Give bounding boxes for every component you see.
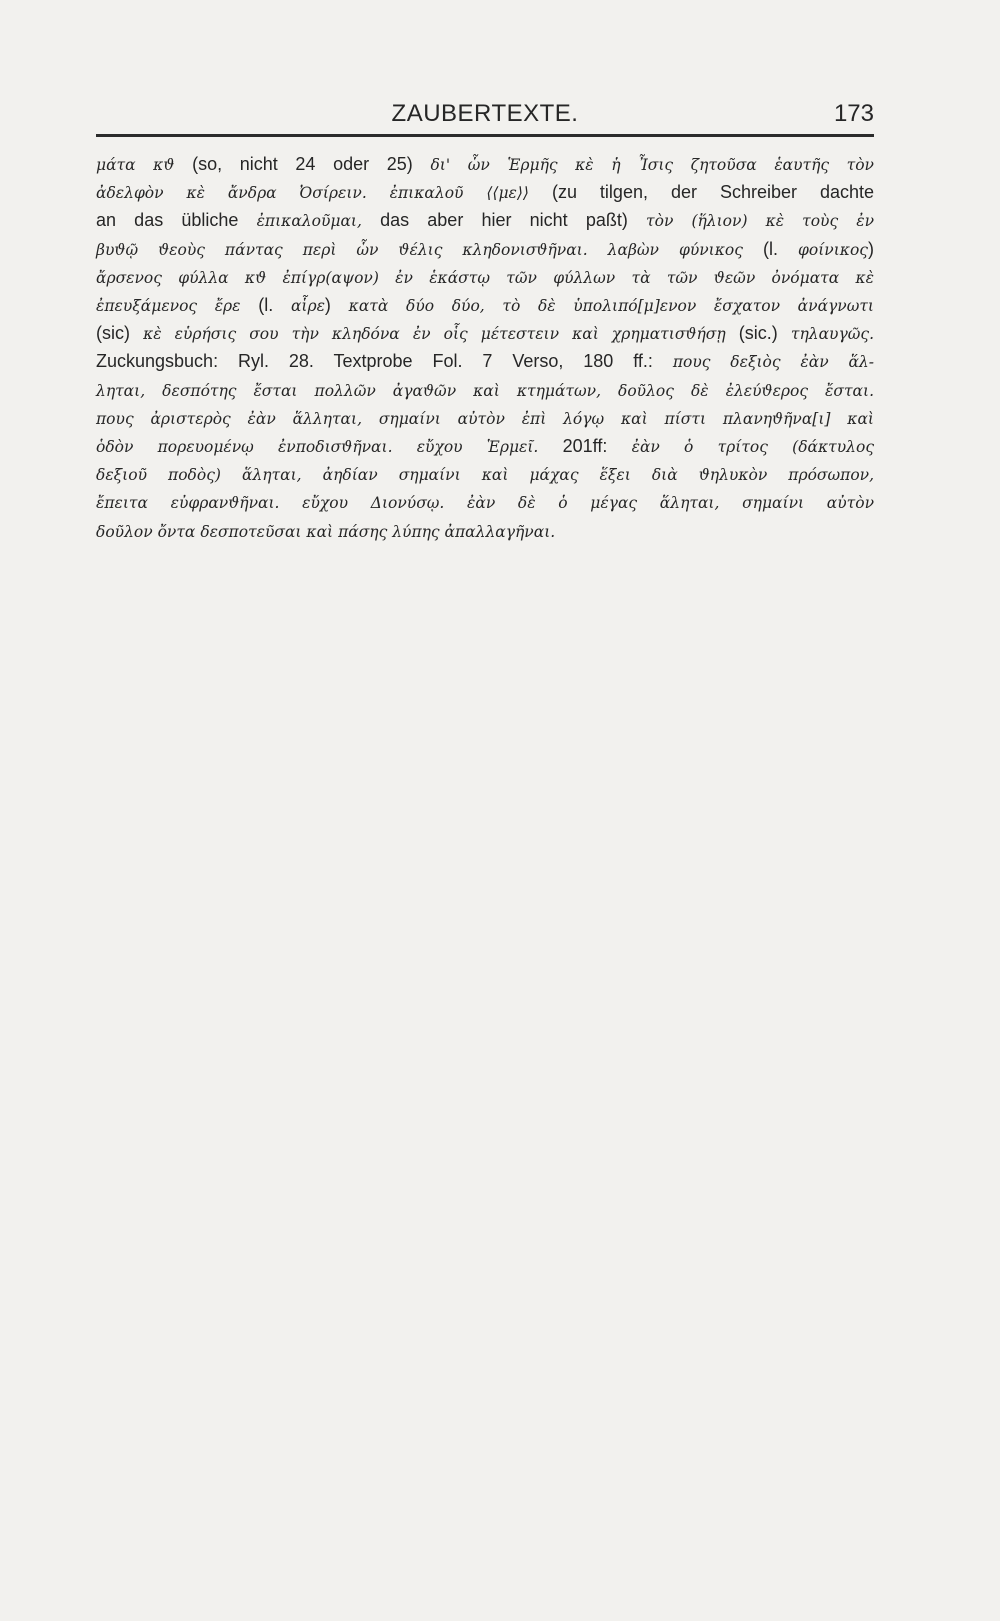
greek-text: κὲ εὑρήσις σου τὴν κληδόνα ἐν οἷς μέτεστειν καὶ χρηματισϑήσῃ [143,325,726,344]
greek-text: τὸν (ἥλιον) κὲ τοὺς ἐν [646,212,874,231]
greek-text: βυϑῷ ϑεοὺς πάντας περὶ ὧν ϑέλις κληδονισϑῆναι. λαβὼν φύνικος [96,240,743,259]
body-text [96,151,874,546]
german-text: (l. [742,238,799,259]
greek-text: δοῦλον ὄντα δεσποτεῦσαι καὶ πάσης λύπης ἀπαλλαγῆναι. [96,522,556,541]
german-text: (sic.) [725,323,791,344]
greek-text: δεξιοῦ ποδὸς) ἅληται, ἀηδίαν σημαίνι καὶ μάχας ἕξει διὰ ϑηλυκὸν πρόσωπον, [96,466,874,485]
german-text: ) [868,238,874,259]
german-text: an das übliche [96,210,257,231]
text-line [96,461,874,489]
greek-text: ἔπειτα εὐφρανϑῆναι. εὔχου Διονύσῳ. ἐὰν δὲ ὁ μέγας ἅληται, σημαίνι αὐτὸν [96,494,874,513]
greek-text: κατὰ δύο δύο, τὸ δὲ ὑπολιπό[μ]ενον ἔσχατον ἀνάγνωτι [348,297,875,316]
text-line [96,377,874,405]
greek-text: ἐπικαλοῦμαι, [256,212,362,231]
running-header [96,100,874,134]
text-line [96,320,874,348]
german-text: (sic) [96,323,144,344]
german-text: (l. [240,295,291,316]
text-line [96,292,874,320]
text-line [96,207,874,235]
text-line [96,348,874,376]
greek-text: ἐπευξάμενος ἔρε [96,297,241,316]
german-text: Zuckungsbuch: Ryl. 28. Textprobe Fol. 7 Verso, 180 ff.: [96,351,673,372]
greek-text: πους δεξιὸς ἐὰν ἅλ- [672,353,874,372]
greek-text: φοίνικος [798,240,868,259]
greek-text: ἐὰν ὁ τρίτος (δάκτυλος [631,438,874,457]
german-text: ) [324,295,349,316]
header-rule [96,134,874,137]
text-line [96,264,874,292]
greek-text: ὁδὸν πορευομένῳ ἐνποδισϑῆναι. εὔχου Ἑρμεῖ. [96,438,539,457]
text-line [96,405,874,433]
page-number: 173 [833,100,874,127]
greek-text: αἷρε [290,297,325,316]
greek-text: μάτα κϑ [96,156,175,174]
text-line [96,236,874,264]
text-line [96,433,874,461]
running-title: ZAUBERTEXTE. [391,100,579,127]
german-text: 201ff: [538,436,632,457]
german-text: (so, nicht 24 oder 25) [174,154,431,174]
german-text: das aber hier nicht paßt) [361,210,647,231]
greek-text: τηλαυγῶς. [790,325,874,344]
text-line [96,151,874,179]
greek-text: δι' ὧν Ἑρμῆς κὲ ἡ Ἶσις ζητοῦσα ἑαυτῆς τὸν [430,156,874,174]
german-text: (zu tilgen, der Schreiber dachte [528,182,875,203]
greek-text: πους ἀριστερὸς ἐὰν ἅλληται, σημαίνι αὐτὸν ἐπὶ λόγῳ καὶ πίστι πλανηϑῆνα[ι] καὶ [96,409,874,428]
greek-text: ἀδελφὸν κὲ ἄνδρα Ὀσίρειν. ἐπικαλοῦ ⟨⟨με⟩⟩ [96,184,529,203]
text-line [96,179,874,207]
greek-text: ἄρσενος φύλλα κϑ ἐπίγρ(αψον) ἐν ἑκάστῳ τῶν φύλλων τὰ τῶν ϑεῶν ὀνόματα κὲ [96,268,874,287]
text-line [96,518,874,546]
greek-text: ληται, δεσπότης ἔσται πολλῶν ἀγαϑῶν καὶ κτημάτων, δοῦλος δὲ ἐλεύϑερος ἔσται. [96,381,874,400]
text-line [96,489,874,517]
